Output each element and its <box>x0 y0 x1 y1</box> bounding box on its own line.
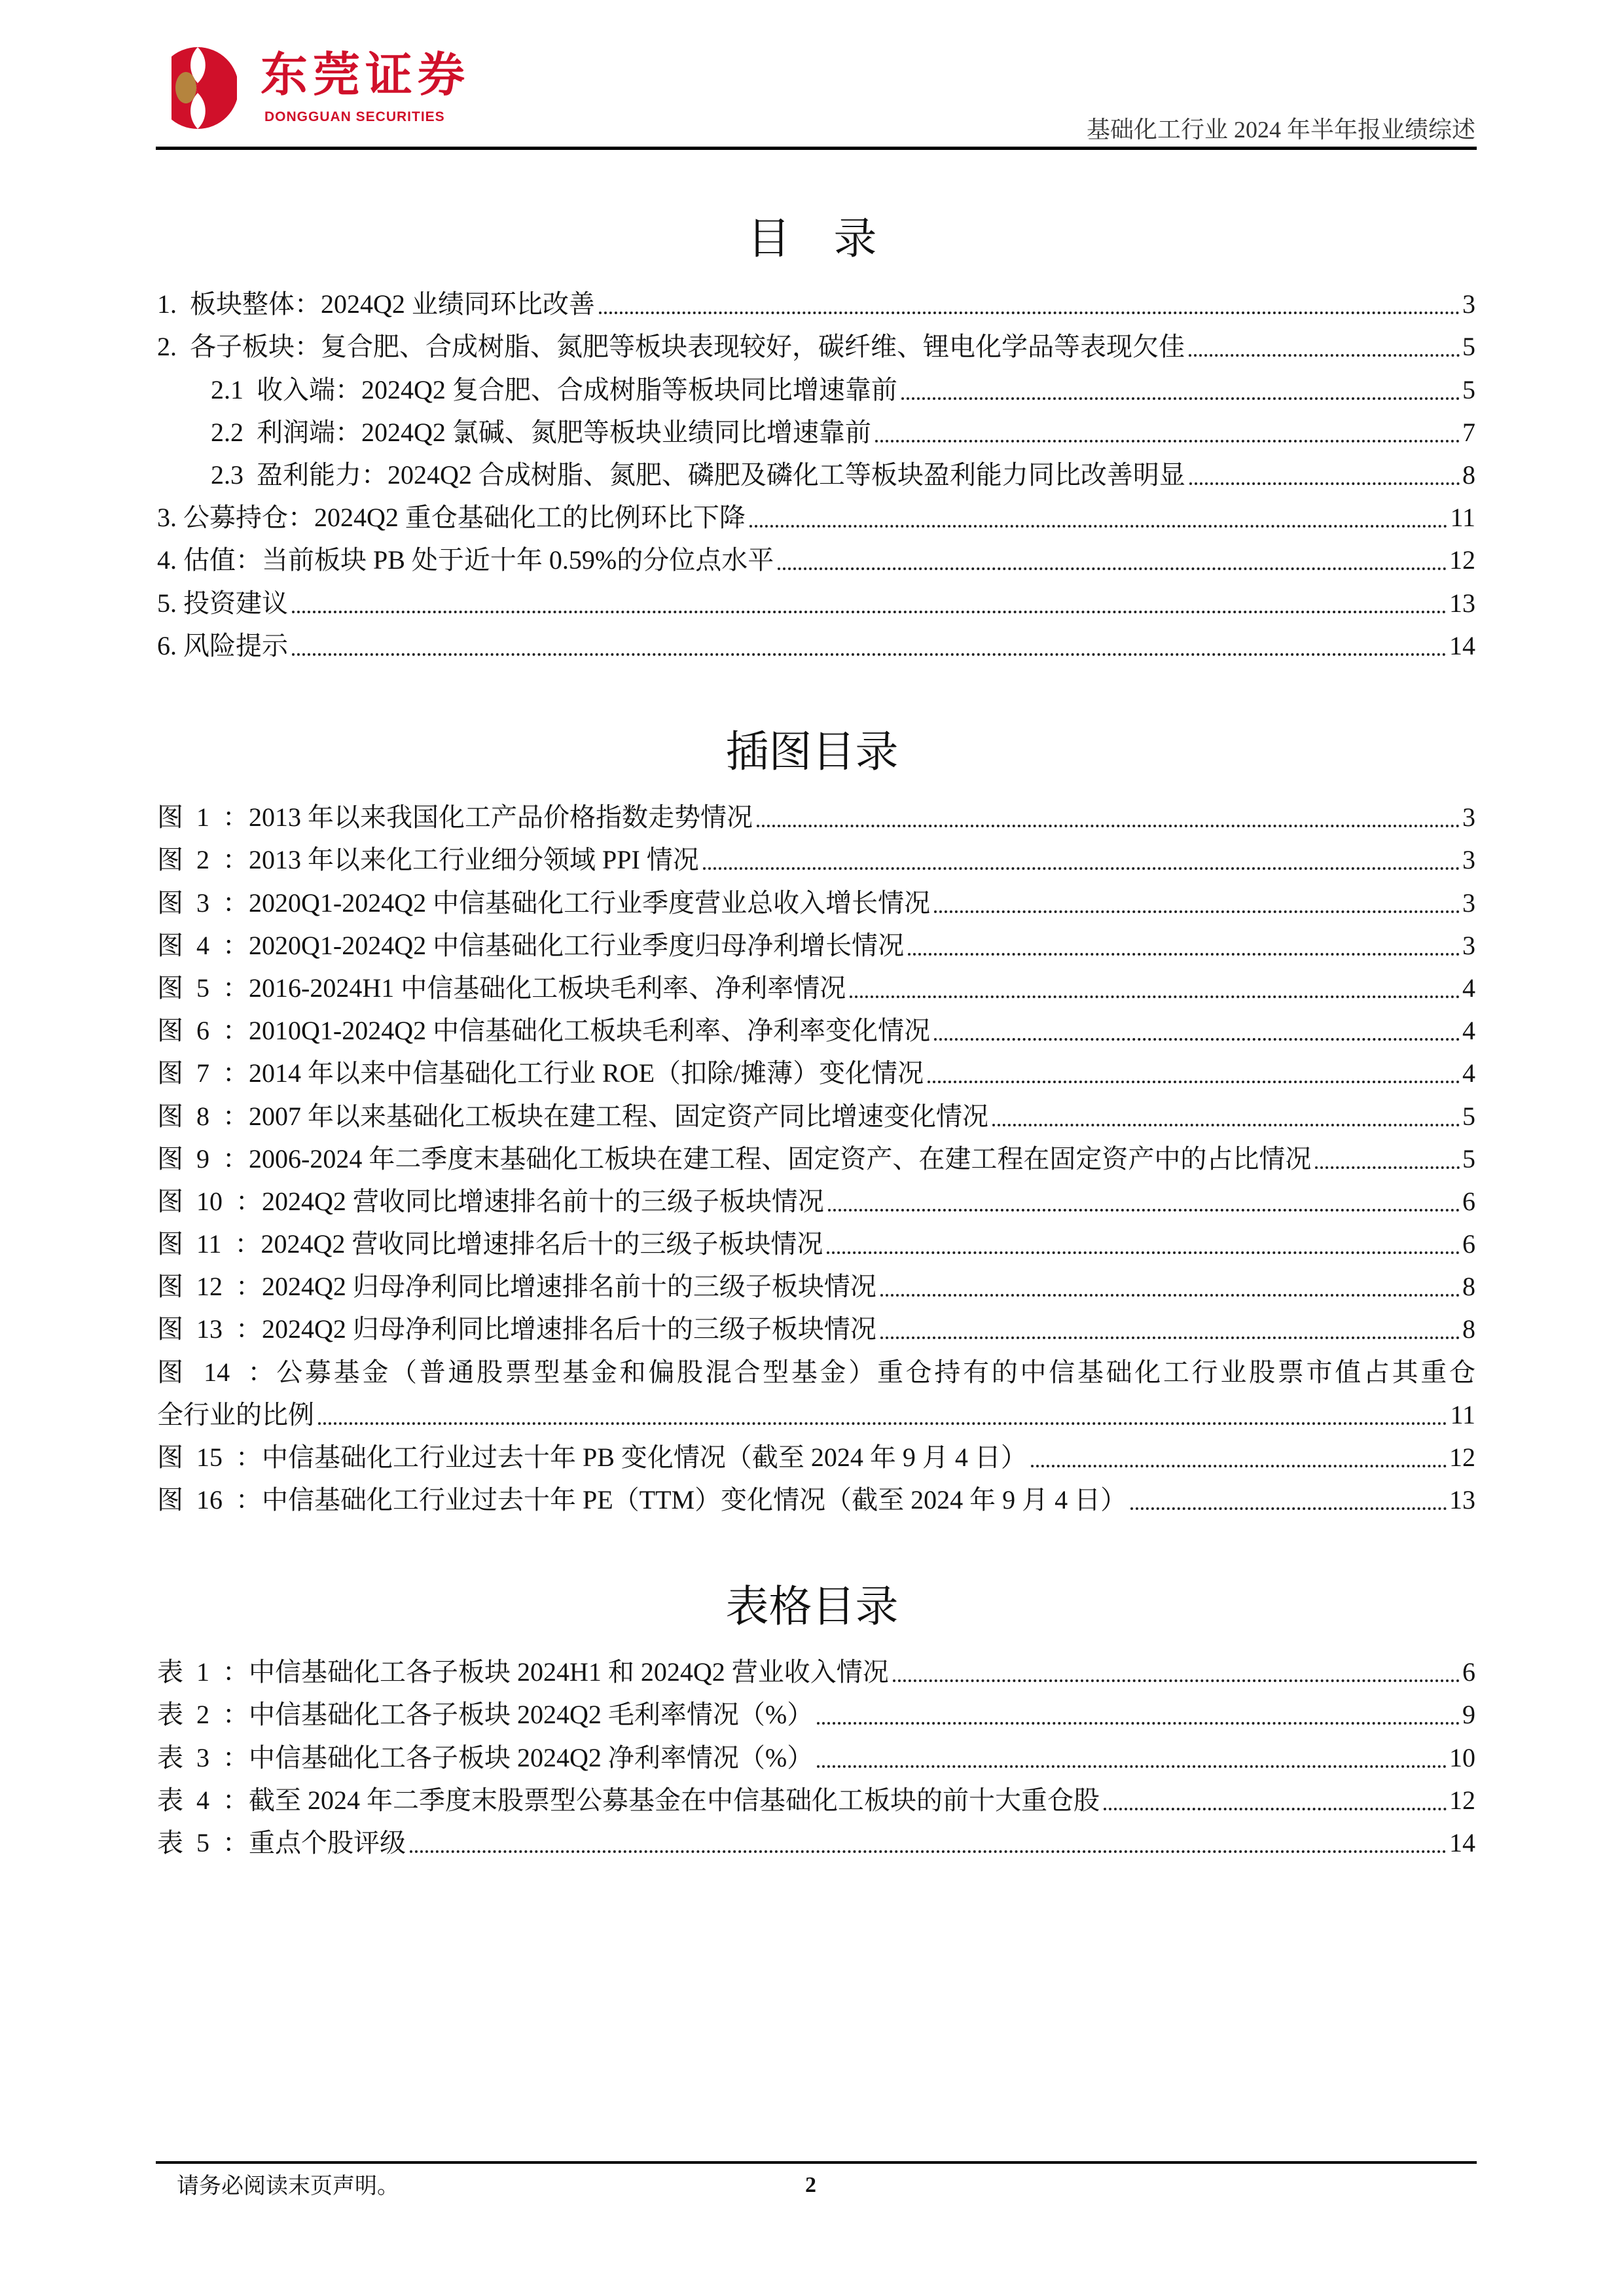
dot-leader <box>817 1722 1460 1725</box>
figure-page-number: 6 <box>1462 1186 1475 1216</box>
figure-page-number: 3 <box>1462 845 1475 875</box>
toc-page-number: 5 <box>1462 374 1475 404</box>
figure-page-number: 4 <box>1462 1058 1475 1088</box>
company-logo-icon <box>171 47 237 129</box>
toc-label: 5. 投资建议 <box>157 588 288 618</box>
figure-label: 图 11 ：2024Q2 营收同比增速排名后十的三级子板块情况 <box>157 1229 823 1259</box>
dot-leader <box>292 611 1447 613</box>
dot-leader <box>1189 482 1460 485</box>
footer-disclaimer: 请务必阅读末页声明。 <box>177 2174 399 2198</box>
header-divider <box>156 147 1477 150</box>
figure-label: 图 10 ：2024Q2 营收同比增速排名前十的三级子板块情况 <box>157 1186 824 1216</box>
figure-entry[interactable] <box>157 797 1475 839</box>
figure-label: 图 7 ：2014 年以来中信基础化工行业 ROE（扣除/摊薄）变化情况 <box>157 1058 924 1088</box>
toc-heading: 目 录 <box>747 215 877 263</box>
figure-label: 图 4 ：2020Q1-2024Q2 中信基础化工行业季度归母净利增长情况 <box>157 930 905 960</box>
toc-entry[interactable] <box>157 326 1475 368</box>
dot-leader <box>778 567 1447 570</box>
figure-page-number: 8 <box>1462 1272 1475 1302</box>
tables-heading: 表格目录 <box>725 1583 899 1631</box>
dot-leader <box>318 1422 1447 1425</box>
dot-leader <box>880 1294 1460 1297</box>
table-label: 表 4 ：截至 2024 年二季度末股票型公募基金在中信基础化工板块的前十大重仓股 <box>157 1785 1100 1815</box>
figure-label: 图 2 ：2013 年以来化工行业细分领域 PPI 情况 <box>157 845 699 875</box>
toc-page-number: 13 <box>1449 588 1475 618</box>
dot-leader <box>292 653 1447 656</box>
figure-label: 图 12 ：2024Q2 归母净利同比增速排名前十的三级子板块情况 <box>157 1272 876 1302</box>
dot-leader <box>817 1765 1447 1768</box>
figure-entry[interactable] <box>157 1266 1475 1308</box>
figure-entry[interactable] <box>157 1479 1475 1522</box>
figure-page-number: 11 <box>1450 1399 1475 1429</box>
figure-label: 图 14 ：公募基金（普通股票型基金和偏股混合型基金）重仓持有的中信基础化工行业股票市值占其重仓 <box>157 1357 1475 1387</box>
dot-leader <box>880 1336 1460 1339</box>
page-number: 2 <box>805 2173 816 2197</box>
dot-leader <box>827 1251 1460 1254</box>
figure-label: 图 8 ：2007 年以来基础化工板块在建工程、固定资产同比增速变化情况 <box>157 1101 988 1131</box>
table-entry[interactable] <box>157 1694 1475 1736</box>
dot-leader <box>599 312 1460 314</box>
dot-leader <box>893 1679 1460 1682</box>
figure-entry[interactable] <box>157 1308 1475 1351</box>
table-entry[interactable] <box>157 1780 1475 1822</box>
toc-entry[interactable] <box>157 368 1475 411</box>
figure-label-continued: 全行业的比例 <box>157 1399 314 1429</box>
dot-leader <box>1315 1166 1460 1169</box>
toc-entry[interactable] <box>157 539 1475 582</box>
figure-page-number: 5 <box>1462 1101 1475 1131</box>
figure-label: 图 5 ：2016-2024H1 中信基础化工板块毛利率、净利率情况 <box>157 973 846 1003</box>
dot-leader <box>1189 354 1460 357</box>
figure-page-number: 5 <box>1462 1143 1475 1174</box>
figure-label: 图 13 ：2024Q2 归母净利同比增速排名后十的三级子板块情况 <box>157 1314 876 1344</box>
toc-list <box>157 283 1475 668</box>
dot-leader <box>934 1038 1460 1041</box>
dot-leader <box>1104 1808 1447 1810</box>
figure-entry[interactable] <box>157 1351 1475 1393</box>
toc-entry[interactable] <box>157 582 1475 624</box>
table-page-number: 10 <box>1449 1742 1475 1772</box>
table-entry[interactable] <box>157 1822 1475 1865</box>
figure-entry[interactable] <box>157 967 1475 1010</box>
toc-entry[interactable] <box>157 625 1475 668</box>
table-label: 表 3 ：中信基础化工各子板块 2024Q2 净利率情况（%） <box>157 1742 814 1772</box>
figure-entry-continued[interactable] <box>157 1394 1475 1437</box>
tables-list <box>157 1651 1475 1865</box>
figure-entry[interactable] <box>157 1437 1475 1479</box>
figures-list <box>157 797 1475 1522</box>
dot-leader <box>828 1209 1460 1211</box>
toc-entry[interactable] <box>157 283 1475 326</box>
toc-label: 6. 风险提示 <box>157 630 288 660</box>
toc-entry[interactable] <box>157 454 1475 497</box>
toc-label: 3. 公募持仓：2024Q2 重仓基础化工的比例环比下降 <box>157 503 746 533</box>
toc-label: 2.3 盈利能力：2024Q2 合成树脂、氮肥、磷肥及磷化工等板块盈利能力同比改善明显 <box>211 459 1185 490</box>
table-entry[interactable] <box>157 1736 1475 1779</box>
toc-label: 2.2 利润端：2024Q2 氯碱、氮肥等板块业绩同比增速靠前 <box>211 417 871 447</box>
figure-page-number: 13 <box>1449 1485 1475 1515</box>
dot-leader <box>908 953 1460 956</box>
toc-label: 2. 各子板块：复合肥、合成树脂、氮肥等板块表现较好，碳纤维、锂电化学品等表现欠佳 <box>157 332 1185 362</box>
figure-page-number: 3 <box>1462 802 1475 833</box>
dot-leader <box>757 825 1460 827</box>
table-label: 表 2 ：中信基础化工各子板块 2024Q2 毛利率情况（%） <box>157 1700 814 1730</box>
figure-entry[interactable] <box>157 1223 1475 1266</box>
figure-label: 图 3 ：2020Q1-2024Q2 中信基础化工行业季度营业总收入增长情况 <box>157 888 931 918</box>
table-page-number: 6 <box>1462 1657 1475 1687</box>
toc-label: 4. 估值：当前板块 PB 处于近十年 0.59%的分位点水平 <box>157 545 774 575</box>
table-label: 表 1 ：中信基础化工各子板块 2024H1 和 2024Q2 营业收入情况 <box>157 1657 889 1687</box>
figure-page-number: 4 <box>1462 1016 1475 1046</box>
toc-page-number: 5 <box>1462 332 1475 362</box>
figure-label: 图 1 ：2013 年以来我国化工产品价格指数走势情况 <box>157 802 753 833</box>
figure-entry[interactable] <box>157 882 1475 924</box>
logo-text-cn: 东莞证券 <box>261 46 471 102</box>
dot-leader <box>410 1850 1447 1853</box>
toc-label: 2.1 收入端：2024Q2 复合肥、合成树脂等板块同比增速靠前 <box>211 374 897 404</box>
table-entry[interactable] <box>157 1651 1475 1694</box>
toc-page-number: 3 <box>1462 289 1475 319</box>
toc-entry[interactable] <box>157 412 1475 454</box>
dot-leader <box>1031 1465 1447 1467</box>
figure-label: 图 15 ：中信基础化工行业过去十年 PB 变化情况（截至 2024 年 9 月 4 日） <box>157 1443 1027 1472</box>
figure-entry[interactable] <box>157 1138 1475 1181</box>
toc-page-number: 8 <box>1462 459 1475 490</box>
figure-entry[interactable] <box>157 839 1475 882</box>
dot-leader <box>992 1124 1460 1126</box>
figure-page-number: 3 <box>1462 888 1475 918</box>
figures-heading: 插图目录 <box>725 728 899 776</box>
table-label: 表 5 ：重点个股评级 <box>157 1827 406 1857</box>
toc-page-number: 7 <box>1462 417 1475 447</box>
figure-page-number: 6 <box>1462 1229 1475 1259</box>
figure-entry[interactable] <box>157 1052 1475 1095</box>
dot-leader <box>934 910 1460 913</box>
toc-page-number: 14 <box>1449 630 1475 660</box>
figure-entry[interactable] <box>157 1095 1475 1138</box>
figure-entry[interactable] <box>157 1181 1475 1223</box>
toc-entry[interactable] <box>157 497 1475 539</box>
toc-label: 1. 板块整体：2024Q2 业绩同环比改善 <box>157 289 595 319</box>
dot-leader <box>928 1081 1460 1083</box>
document-title: 基础化工行业 2024 年半年报业绩综述 <box>1086 117 1475 143</box>
dot-leader <box>875 440 1460 442</box>
dot-leader <box>850 996 1460 998</box>
table-page-number: 14 <box>1449 1827 1475 1857</box>
figure-label: 图 16 ：中信基础化工行业过去十年 PE（TTM）变化情况（截至 2024 年 9 月 4 日） <box>157 1485 1127 1515</box>
dot-leader <box>749 525 1448 528</box>
table-page-number: 9 <box>1462 1700 1475 1730</box>
logo-text-en: DONGGUAN SECURITIES <box>264 109 445 124</box>
figure-label: 图 9 ：2006-2024 年二季度末基础化工板块在建工程、固定资产、在建工程在固定资产中的占比情况 <box>157 1143 1312 1174</box>
toc-page-number: 11 <box>1450 503 1475 533</box>
figure-page-number: 12 <box>1449 1443 1475 1472</box>
toc-page-number: 12 <box>1449 545 1475 575</box>
figure-page-number: 3 <box>1462 930 1475 960</box>
dot-leader <box>901 397 1460 400</box>
figure-page-number: 4 <box>1462 973 1475 1003</box>
footer-divider <box>156 2161 1477 2164</box>
dot-leader <box>703 867 1460 870</box>
figure-entry[interactable] <box>157 1010 1475 1052</box>
figure-label: 图 6 ：2010Q1-2024Q2 中信基础化工板块毛利率、净利率变化情况 <box>157 1016 931 1046</box>
table-page-number: 12 <box>1449 1785 1475 1815</box>
dot-leader <box>1130 1507 1447 1510</box>
figure-entry[interactable] <box>157 925 1475 967</box>
figure-page-number: 8 <box>1462 1314 1475 1344</box>
